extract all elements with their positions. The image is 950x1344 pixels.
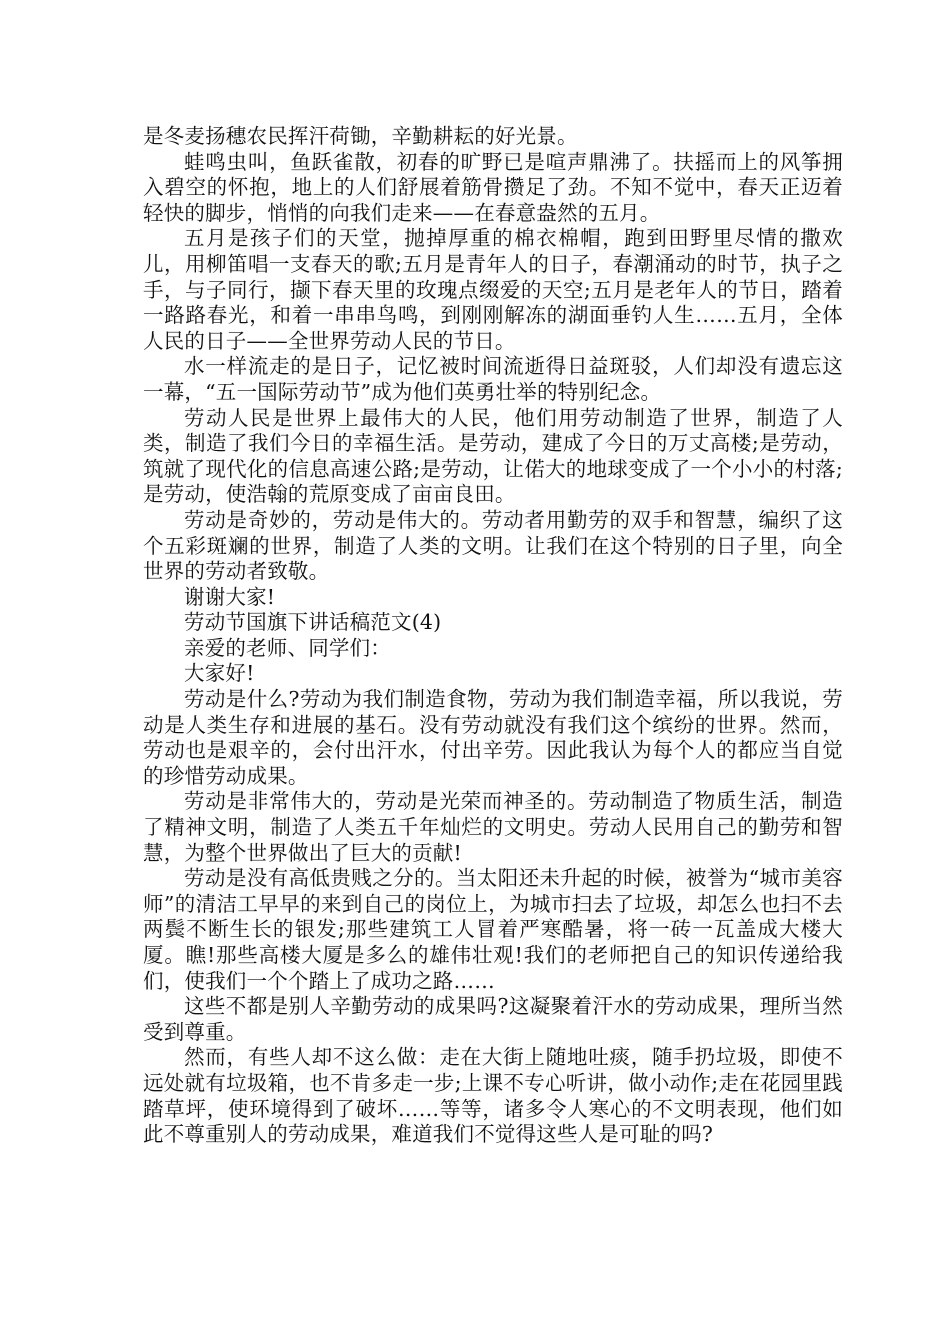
paragraph-3: 五月是孩子们的天堂，抛掉厚重的棉衣棉帽，跑到田野里尽情的撒欢儿，用柳笛唱一支春天的歌;五月是青年人的日子，春潮涌动的时节，执子之手，与子同行，撷下春天里的玫瑰点缀爱的天空;五月是老年人的节日，踏着一路路春光，和着一串串鸟鸣，到刚刚解冻的湖面垂钓人生……五月，全体人民的日子——全世界劳动人民的节日。: [143, 226, 843, 353]
paragraph-4: 水一样流走的是日子，记忆被时间流逝得日益斑驳，人们却没有遗忘这一幕，“五一国际劳动节”成为他们英勇壮举的特别纪念。: [143, 354, 843, 404]
paragraph-11: 然而，有些人却不这么做：走在大街上随地吐痰，随手扔垃圾，即使不远处就有垃圾箱，也不肯多走一步;上课不专心听讲，做小动作;走在花园里践踏草坪，使环境得到了破坏……等等，诸多令人寒心的不文明表现，他们如此不尊重别人的劳动成果，难道我们不觉得这些人是可耻的吗?: [143, 1045, 843, 1147]
greeting: 大家好!: [184, 661, 255, 686]
paragraph-9: 劳动是没有高低贵贱之分的。当太阳还未升起的时候，被誉为“城市美容师”的清洁工早早的来到自己的岗位上，为城市扫去了垃圾，却怎么也扫不去两鬓不断生长的银发;那些建筑工人冒着严寒酷暑，将一砖一瓦盖成大楼大厦。瞧!那些高楼大厦是多么的雄伟壮观!我们的老师把自己的知识传递给我们，使我们一个个踏上了成功之路……: [143, 866, 843, 993]
document-body: [143, 124, 843, 1148]
salutation: 亲爱的老师、同学们：: [184, 635, 391, 660]
section-heading: 劳动节国旗下讲话稿范文(4): [184, 610, 442, 635]
paragraph-7: 劳动是什么?劳动为我们制造食物，劳动为我们制造幸福，所以我说，劳动是人类生存和进展的基石。没有劳动就没有我们这个缤纷的世界。然而，劳动也是艰辛的，会付出汗水，付出辛劳。因此我认为每个人的都应当自觉的珍惜劳动成果。: [143, 687, 843, 788]
paragraph-8: 劳动是非常伟大的，劳动是光荣而神圣的。劳动制造了物质生活，制造了精神文明，制造了人类五千年灿烂的文明史。劳动人民用自己的勤劳和智慧，为整个世界做出了巨大的贡献!: [143, 789, 843, 865]
closing-thanks: 谢谢大家!: [184, 584, 276, 609]
paragraph-6: 劳动是奇妙的，劳动是伟大的。劳动者用勤劳的双手和智慧，编织了这个五彩斑斓的世界，制造了人类的文明。让我们在这个特别的日子里，向全世界的劳动者致敬。: [143, 507, 843, 584]
paragraph-2: 蛙鸣虫叫，鱼跃雀散，初春的旷野已是喧声鼎沸了。扶摇而上的风筝拥入碧空的怀抱，地上的人们舒展着筋骨攒足了劲。不知不觉中，春天正迈着轻快的脚步，悄悄的向我们走来——在春意盎然的五月。: [143, 149, 843, 225]
paragraph-5: 劳动人民是世界上最伟大的人民，他们用劳动制造了世界，制造了人类，制造了我们今日的幸福生活。是劳动，建成了今日的万丈高楼;是劳动，筑就了现代化的信息高速公路;是劳动，让偌大的地球变成了一个小小的村落;是劳动，使浩翰的荒原变成了亩亩良田。: [143, 405, 843, 507]
paragraph-10: 这些不都是别人辛勤劳动的成果吗?这凝聚着汗水的劳动成果，理所当然受到尊重。: [143, 994, 843, 1044]
paragraph-1: 是冬麦扬穗农民挥汗荷锄，辛勤耕耘的好光景。: [143, 124, 578, 148]
